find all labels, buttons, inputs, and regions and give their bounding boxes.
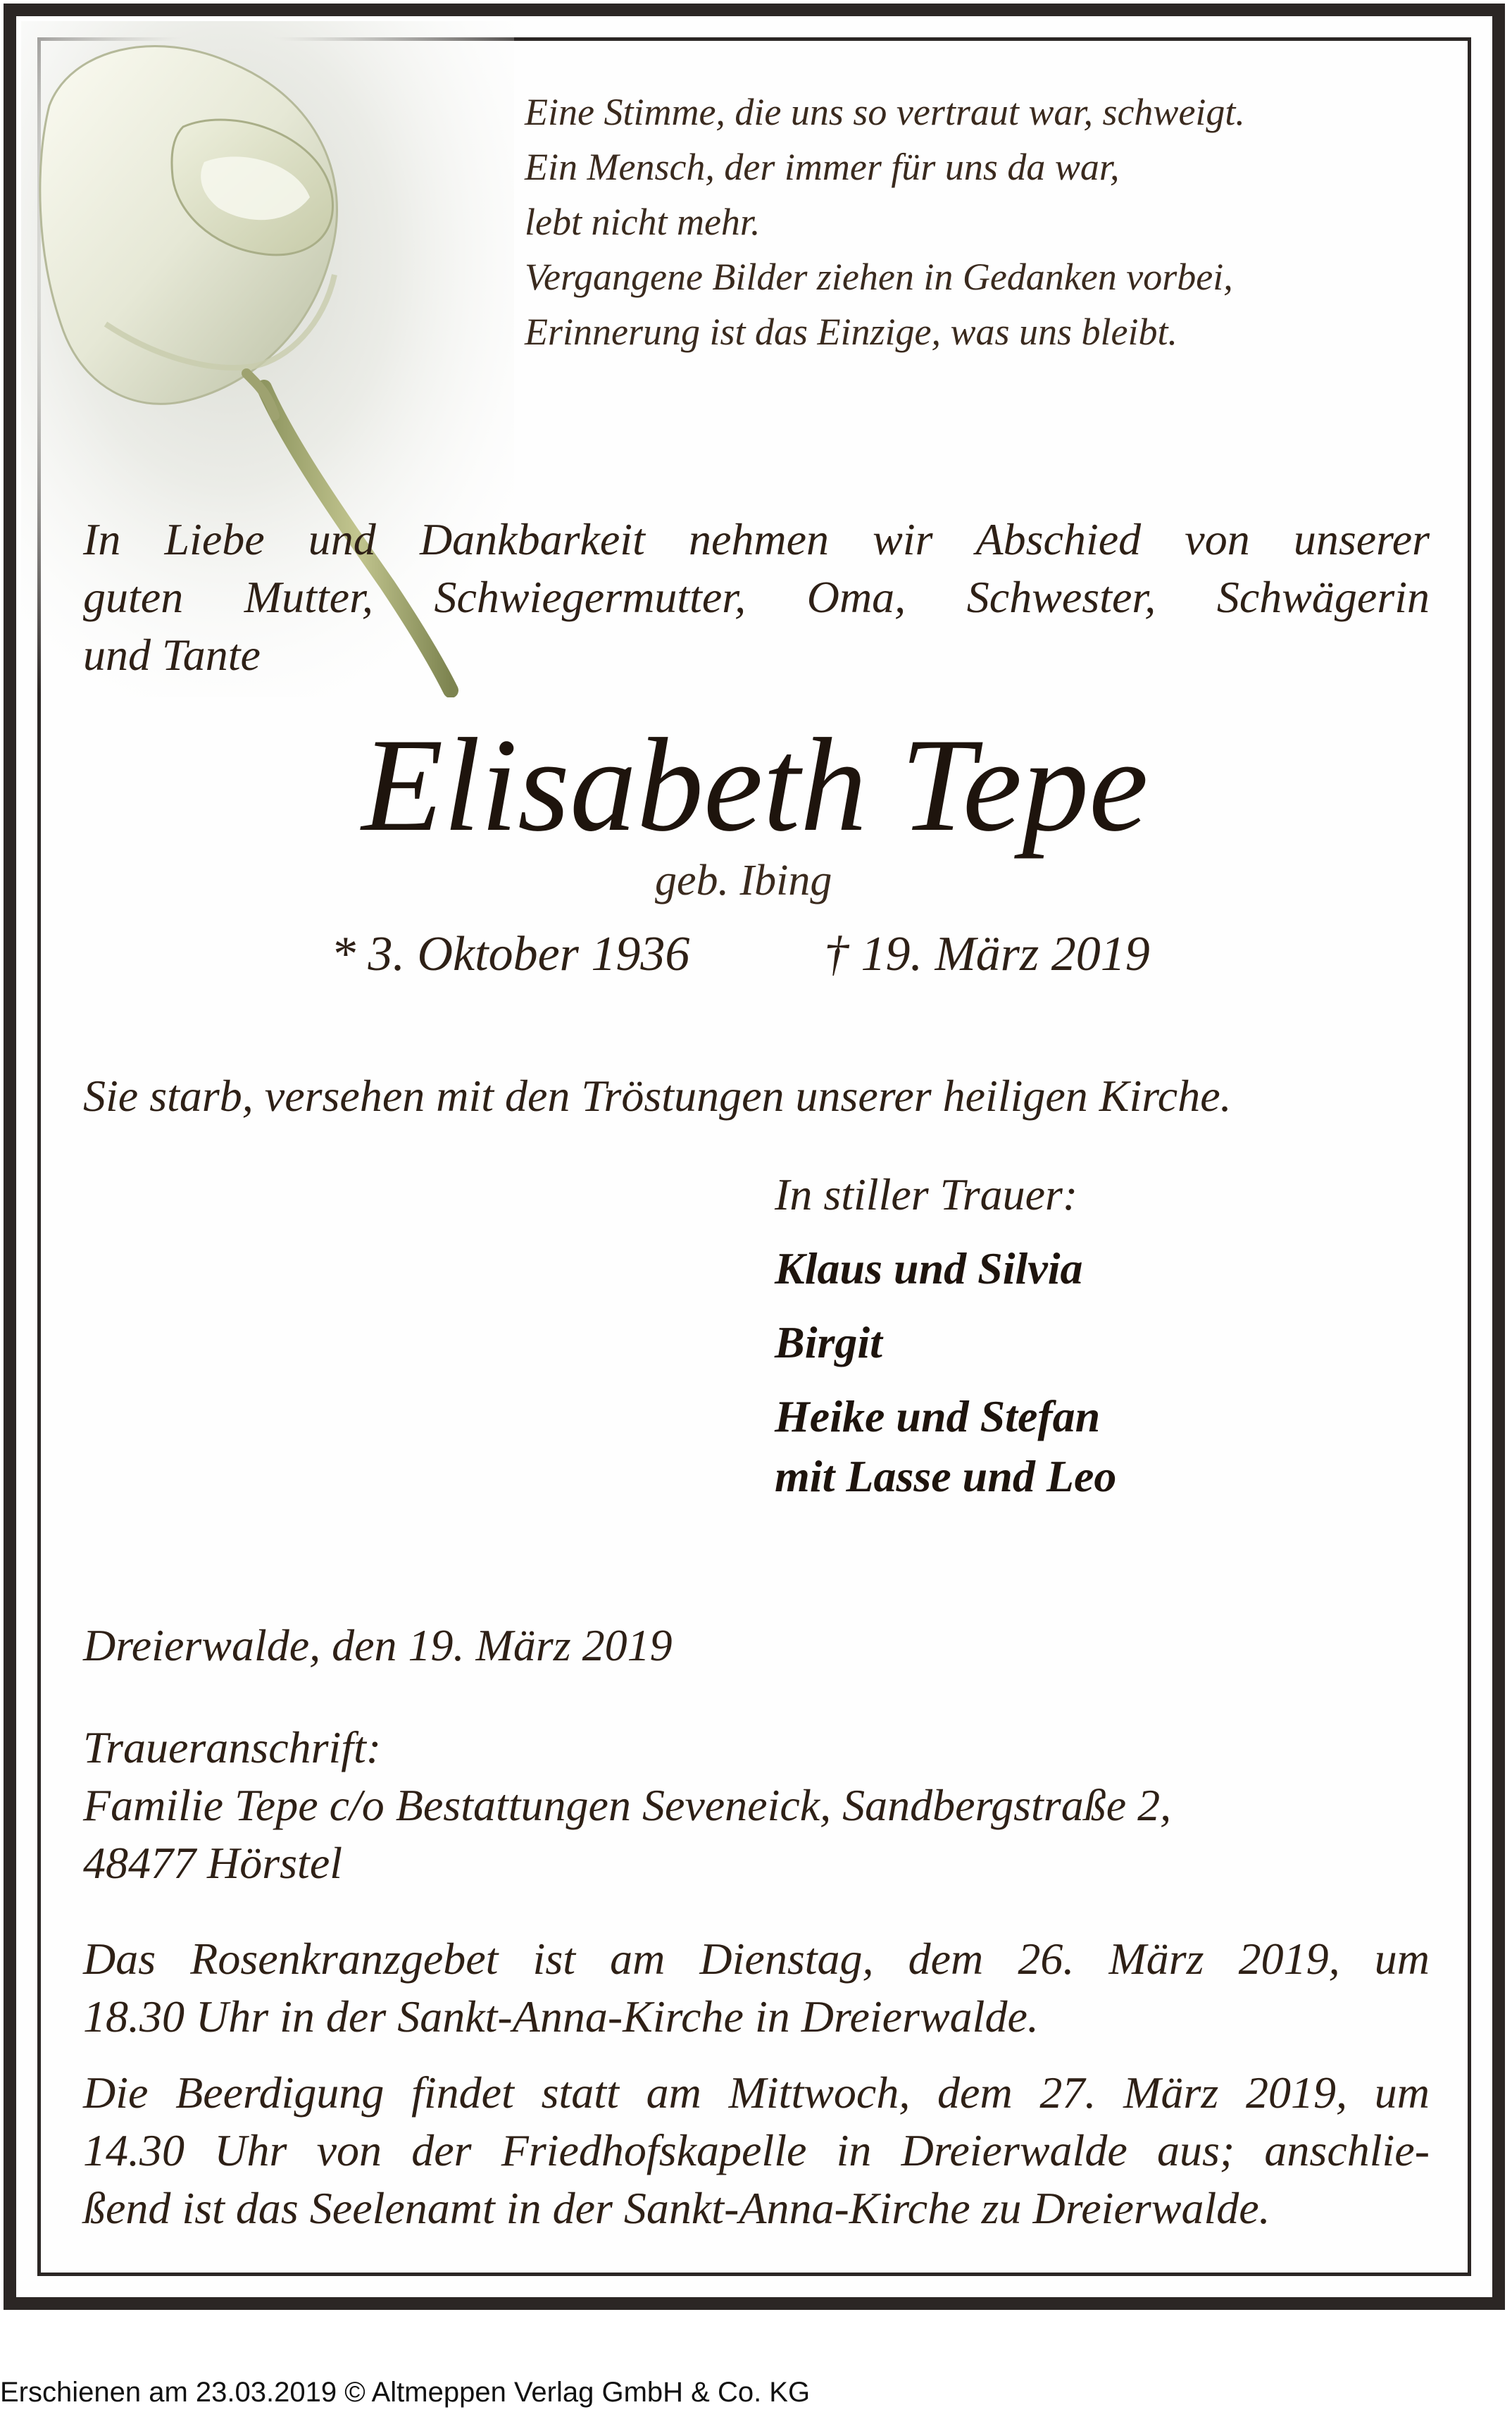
mourner-line: Heike und Stefan: [775, 1391, 1101, 1441]
quote-line: Vergangene Bilder ziehen in Gedanken vorbei,: [525, 256, 1233, 298]
funeral-line: ßend ist das Seelenamt in der Sankt-Anna-Kirche zu Dreierwalde.: [83, 2183, 1270, 2233]
rosary-note: [83, 1930, 1430, 2046]
address-line: Familie Tepe c/o Bestattungen Seveneick, Sandbergstraße 2,: [83, 1780, 1172, 1830]
rosary-line: Das Rosenkranzgebet ist am Dienstag, dem 26. März 2019, um: [83, 1934, 1430, 1984]
quote-line: Erinnerung ist das Einzige, was uns bleibt.: [525, 311, 1178, 353]
born-name: geb. Ibing: [655, 857, 832, 904]
mourners-heading: In stiller Trauer:: [775, 1169, 1078, 1219]
quote-line: Eine Stimme, die uns so vertraut war, schweigt.: [525, 91, 1245, 133]
address-line: 48477 Hörstel: [83, 1838, 342, 1888]
deceased-name-text: Elisabeth Tepe: [361, 711, 1149, 859]
intro-line: In Liebe und Dankbarkeit nehmen wir Abschied von unserer: [83, 514, 1430, 564]
quote-line: lebt nicht mehr.: [525, 201, 761, 243]
mourner-line: Klaus und Silvia: [775, 1243, 1083, 1293]
funeral-note: [83, 2064, 1430, 2237]
death-date: † 19. März 2019: [824, 927, 1150, 981]
died-note: Sie starb, versehen mit den Tröstungen unserer heiligen Kirche.: [83, 1071, 1232, 1121]
rosary-line: 18.30 Uhr in der Sankt-Anna-Kirche in Dreierwalde.: [83, 1991, 1039, 2041]
address-line: Traueranschrift:: [83, 1722, 382, 1772]
place-date: Dreierwalde, den 19. März 2019: [83, 1620, 673, 1670]
funeral-line: Die Beerdigung findet statt am Mittwoch, dem 27. März 2019, um: [83, 2068, 1430, 2118]
mourner-line: Birgit: [775, 1317, 882, 1367]
birth-date: * 3. Oktober 1936: [331, 927, 690, 981]
funeral-line: 14.30 Uhr von der Friedhofskapelle in Dreierwalde aus; anschlie-: [83, 2125, 1430, 2175]
publication-footer: Erschienen am 23.03.2019 © Altmeppen Verlag GmbH & Co. KG: [0, 2377, 811, 2408]
quote-line: Ein Mensch, der immer für uns da war,: [525, 146, 1120, 188]
intro-line: und Tante: [83, 630, 261, 680]
mourner-line: mit Lasse und Leo: [775, 1451, 1117, 1501]
intro-text: [83, 511, 1430, 684]
quote-block: [525, 85, 1245, 359]
intro-line: guten Mutter, Schwiegermutter, Oma, Schwester, Schwägerin: [83, 572, 1430, 622]
mourning-address: [83, 1719, 1171, 1892]
deceased-name: [0, 711, 1512, 859]
